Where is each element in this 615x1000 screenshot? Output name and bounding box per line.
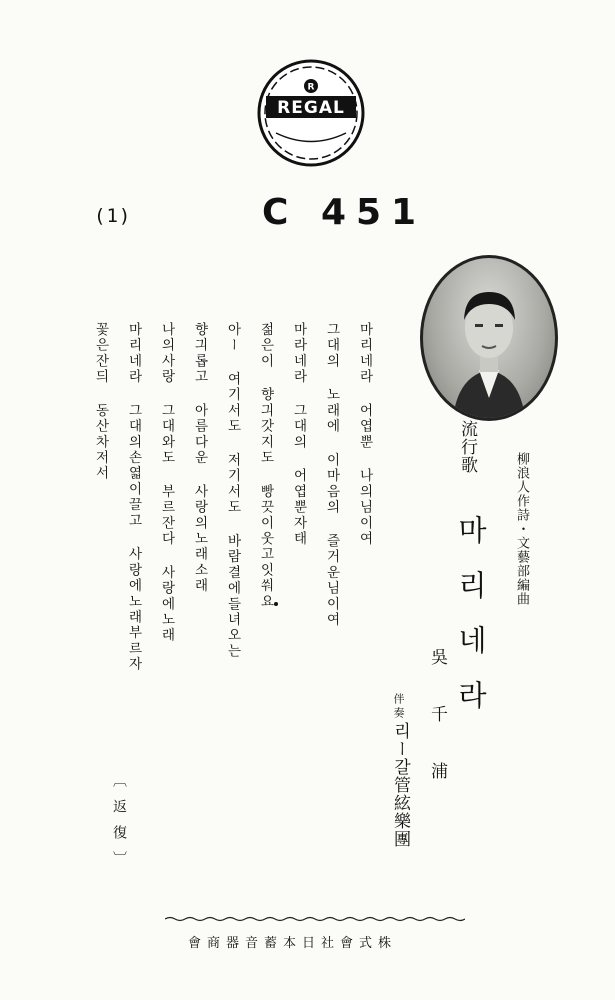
lyric-line: 나의사랑 그대와도 부르잔다 사랑에노래 [158,322,175,644]
disc-side-number: (1) [94,205,132,227]
svg-text:REGAL: REGAL [277,98,345,118]
lyric-line: 꽃은잔듸 동산차저서 [92,322,109,482]
regal-logo [256,58,366,168]
footer-rule [165,916,465,922]
song-genre: 流行歌 [457,420,477,474]
regal-seal-icon [256,58,366,168]
repeat-mark: 〔返復〕 [111,773,127,877]
song-credits: 柳浪人作詩・文藝部編曲 [514,452,529,606]
accompaniment-label: 伴奏 [392,693,405,721]
catalog-number: C 451 [262,192,427,233]
lyric-line: 젊은이 향긔갓지도 빵끗이웃고잇쒀요 [257,322,274,610]
emphasis-dot [274,602,278,606]
publisher-name: 株式會社日本蓄音器商會 [188,936,398,951]
portrait-photo-icon [423,258,555,418]
lyric-line: 마리네라 어엽뿐 나의님이여 [356,322,373,547]
lyric-line: 마라네라 그대의 어엽뿐자태 [290,322,307,547]
svg-text:R: R [307,82,315,93]
song-title: 마리네라 [454,515,488,735]
accompaniment-name: 리ー갈管絃樂團 [390,722,410,848]
lyric-line: 그대의 노래에 이마음의 즐거운님이여 [323,322,340,628]
lyric-line: 아ー 여기서도 저기서도 바람결에들녀오는 [224,322,241,660]
singer-portrait [420,255,558,421]
singer-name: 吳千浦 [427,648,447,819]
lyric-line: 마리네라 그대의손엷이끌고 사랑에노래부르자 [125,322,142,673]
lyric-line: 향긔롭고 아름다운 사랑의노래소래 [191,322,208,594]
